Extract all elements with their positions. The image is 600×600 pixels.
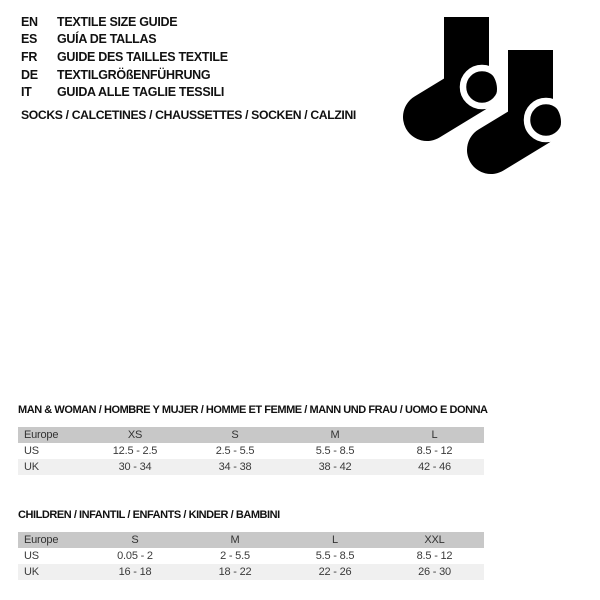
table-row-uk (18, 459, 484, 475)
language-row-en (21, 13, 228, 31)
socks-icon (403, 17, 568, 177)
language-row-fr (21, 48, 228, 66)
column-header-europe: Europe (24, 534, 59, 546)
language-label: GUIDE DES TAILLES TEXTILE (57, 49, 228, 64)
size-value: 5.5 - 8.5 (315, 550, 355, 562)
size-value: 12.5 - 2.5 (112, 445, 158, 457)
size-value: 30 - 34 (118, 461, 152, 473)
size-table-man-woman (18, 427, 484, 475)
column-header-m: M (330, 429, 340, 441)
size-value: 2.5 - 5.5 (215, 445, 255, 457)
table-row-uk (18, 564, 484, 580)
row-label: UK (24, 566, 39, 578)
language-row-de (21, 66, 228, 84)
column-header-s: S (131, 534, 139, 546)
size-value: 34 - 38 (218, 461, 252, 473)
size-value: 16 - 18 (118, 566, 152, 578)
column-header-l: L (431, 429, 438, 441)
table-header-row (18, 427, 484, 443)
size-table-children (18, 532, 484, 580)
language-row-es (21, 31, 228, 49)
row-label: UK (24, 461, 39, 473)
size-value: 18 - 22 (218, 566, 252, 578)
size-value: 38 - 42 (318, 461, 352, 473)
table-title-man-woman: MAN & WOMAN / HOMBRE Y MUJER / HOMME ET FEMME / MANN UND FRAU / UOMO E DONNA (18, 404, 488, 416)
table-children (18, 508, 484, 580)
size-value: 2 - 5.5 (220, 550, 250, 562)
size-value: 5.5 - 8.5 (315, 445, 355, 457)
table-man-woman (18, 403, 488, 475)
size-value: 0.05 - 2 (117, 550, 153, 562)
column-header-l: L (332, 534, 338, 546)
column-header-m: M (230, 534, 240, 546)
size-value: 22 - 26 (318, 566, 352, 578)
size-value: 8.5 - 12 (416, 445, 453, 457)
language-code: FR (21, 49, 38, 64)
category-line: SOCKS / CALCETINES / CHAUSSETTES / SOCKEN / CALZINI (21, 108, 356, 122)
size-value: 42 - 46 (418, 461, 451, 473)
column-header-s: S (231, 429, 239, 441)
language-label: GUÍA DE TALLAS (57, 32, 157, 47)
table-row-us (18, 443, 484, 459)
language-code: DE (21, 67, 38, 82)
language-label: TEXTILE SIZE GUIDE (57, 14, 178, 29)
language-code: EN (21, 14, 38, 29)
column-header-xxl: XXL (424, 534, 445, 546)
row-label: US (24, 445, 39, 457)
language-code: IT (21, 85, 32, 100)
column-header-europe: Europe (24, 429, 59, 441)
size-value: 8.5 - 12 (416, 550, 453, 562)
language-label: GUIDA ALLE TAGLIE TESSILI (57, 85, 225, 100)
language-code: ES (21, 32, 38, 47)
size-value: 26 - 30 (418, 566, 451, 578)
language-row-it (21, 83, 228, 101)
table-row-us (18, 548, 484, 564)
language-label: TEXTILGRÖßENFÜHRUNG (57, 67, 211, 82)
row-label: US (24, 550, 39, 562)
table-title-children: CHILDREN / INFANTIL / ENFANTS / KINDER / BAMBINI (18, 509, 280, 521)
table-header-row (18, 532, 484, 548)
language-list (21, 13, 228, 101)
sock-left-shape (427, 17, 501, 117)
column-header-xs: XS (127, 429, 143, 441)
sock-right-shape (491, 44, 565, 150)
